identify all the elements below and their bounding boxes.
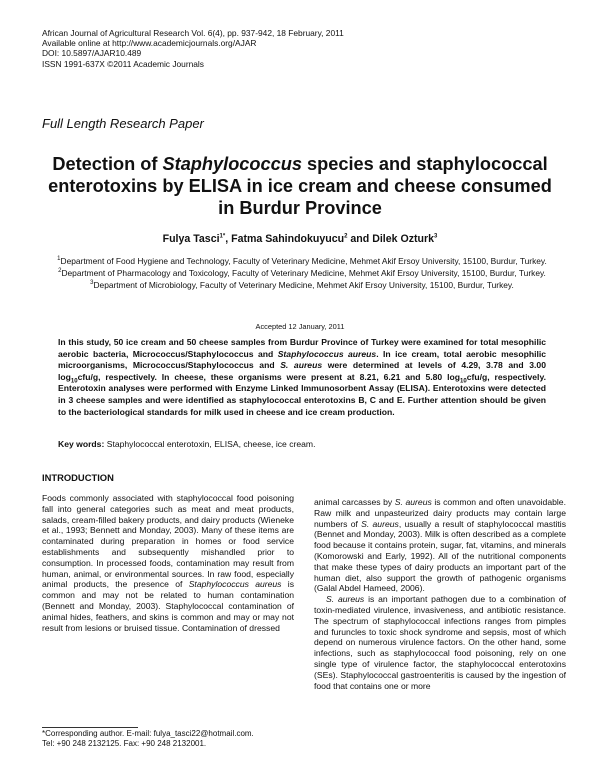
corresponding-author-footnote [42,729,302,748]
right-column [314,497,566,691]
keywords-label: Key words: [58,439,105,449]
affiliations [42,256,562,291]
issn: ISSN 1991-637X ©2011 Academic Journals [42,58,204,69]
paper-type: Full Length Research Paper [42,116,204,131]
left-column [42,493,294,633]
affiliation-2: $^2$Department of Pharmacology and Toxicology, Faculty of Veterinary Medicine, Mehmet Akif Ersoy University, 15100, Burdur, Turkey. [58,267,546,278]
footnote-divider [42,727,138,728]
doi: DOI: 10.5897/AJAR10.489 [42,48,142,59]
author-2: Fatma Sahindokuyucu [231,233,345,245]
paragraph: animal carcasses by S. aureus is common and often unavoidable. Raw milk and unpasteurized dairy products may contain large numbers of S. aureus, usually a result of staphylococcal mastitis (Bennet and Monday, 2003). Milk is often described as a complete food because it contains protein, sugar, fat, vitamins, and minerals (Komorowski and Early, 1992). All of the nutritional components that make these types of dairy products an important part of the human diet, also support the growth of pathogenic organisms (Galal Abdel Hameed, 2006). [314,497,566,594]
accepted-date: Accepted 12 January, 2011 [255,322,345,331]
author-3: Dilek Ozturk [372,233,435,245]
keywords: Key words: Staphylococcal enterotoxin, ELISA, cheese, ice cream. [58,439,316,449]
affiliation-3: $^3$Department of Microbiology, Faculty of Veterinary Medicine, Mehmet Akif Ersoy University, 15100, Burdur, Turkey. [90,279,514,290]
paragraph: Foods commonly associated with staphylococcal food poisoning fall into general categories such as meat and meat products, salads, cream-filled bakery products, and dairy products (Wieneke et al., 1993; Bennett and Monday, 2003). Many of these items are contaminated during preparation in homes or food service establishments and subsequently mishandled prior to consumption. In processed foods, contamination may result from human, animal, or environmental sources. In raw food, especially animal products, the presence of Staphylococcus aureus is common and may not be related to human contamination (Bennett and Monday, 2003). Staphylococcal contamination of animal hides, feathers, and skins is common and may or may not result from lesions or bruised tissue. Contamination of dressed [42,493,295,633]
corresponding-phone: Tel: +90 248 2132125. Fax: +90 248 2132001. [42,738,207,748]
journal-online-url[interactable]: Available online at http://www.academicjournals.org/AJAR [42,38,257,49]
affiliation-1: $^1$Department of Food Hygiene and Technology, Faculty of Veterinary Medicine, Mehmet Akif Ersoy University, 15100, Burdur, Turkey. [57,256,547,266]
abstract: In this study, 50 ice cream and 50 cheese samples from Burdur Province of Turkey were examined for total mesophilic aerobic bacteria, Micrococcus/Staphylococcus and Staphylococcus aureus. In ice cream, total aerobic mesophilic microorganisms, Micrococcus/Staphylococcus and S. aureus were determined at levels of 4.29, 3.78 and 3.00 $\log_{10}cfu/g$, respectively. In cheese, these organisms were present at 8.21, 6.21 and 5.80 $\log_{10}cfu/g$, respectively. Enterotoxin analyses were performed with Enzyme Linked Immunosorbent Assay (ELISA). Enterotoxins were detected in 3 cheese samples and were identified as staphylococcal enterotoxins B, C and E. Further attention should be given to the bacteriological standards for milk used in cheese and ice cream production. [58,337,547,417]
paper-title: Detection of Staphylococcus species and staphylococcal enterotoxins by ELISA in ice cream and cheese consumed in Burdur Province [48,154,552,218]
paragraph: S. aureus is an important pathogen due to a combination of toxin-mediated virulence, invasiveness, and antibiotic resistance. The spectrum of staphylococcal infections ranges from pimples and furuncles to toxic shock syndrome and sepsis, most of which depend on numerous virulence factors. On the other hand, some infections, such as staphylococcal food poisoning, rely on one single type of virulence factor, the staphylococcal enterotoxins (SEs). Staphylococcal gastroenteritis is caused by the ingestion of food that contains one or more [314,594,566,691]
corresponding-email: *Corresponding author. E-mail: fulya_tasci22@hotmail.com. [42,729,254,738]
section-heading-introduction: INTRODUCTION [42,472,114,483]
author-list: Fulya Tasci$^{1*}$, Fatma Sahindokuyucu$^2$ and Dilek Ozturk$^3$ [162,233,438,245]
journal-citation: African Journal of Agricultural Research Vol. 6(4), pp. 937-942, 18 February, 2011 [42,28,344,38]
journal-header [42,28,344,69]
author-1: Fulya Tasci [162,233,220,245]
